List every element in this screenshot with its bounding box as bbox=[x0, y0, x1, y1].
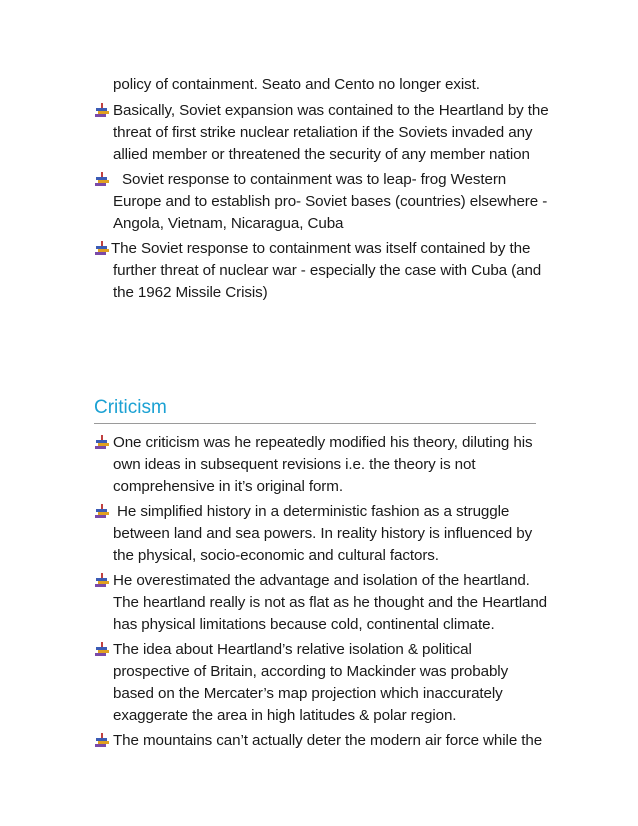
list-item-line: further threat of nuclear war - especially the case with Cuba (and bbox=[113, 262, 542, 279]
list-item-line: Angola, Vietnam, Nicaragua, Cuba bbox=[113, 215, 344, 232]
list-item-line: Basically, Soviet expansion was contained to the Heartland by the bbox=[113, 102, 549, 119]
stacked-books-bullet-icon bbox=[94, 504, 110, 518]
stacked-books-bullet-icon bbox=[94, 103, 110, 117]
list-item-line: between land and sea powers. In reality history is influenced by bbox=[113, 525, 533, 542]
heading-underline-divider bbox=[94, 423, 536, 424]
list-item-line: He simplified history in a deterministic fashion as a struggle bbox=[117, 503, 510, 520]
list-item-line: threat of first strike nuclear retaliation if the Soviets invaded any bbox=[113, 124, 533, 141]
stacked-books-bullet-icon bbox=[94, 435, 110, 449]
list-item-line: the physical, socio-economic and cultural factors. bbox=[113, 547, 439, 564]
stacked-books-bullet-icon bbox=[94, 241, 110, 255]
list-item-line: The mountains can’t actually deter the modern air force while the bbox=[113, 732, 543, 749]
list-item-line: comprehensive in it’s original form. bbox=[113, 478, 343, 495]
list-item-line: Europe and to establish pro- Soviet bases (countries) elsewhere - bbox=[113, 193, 548, 210]
list-item-line: exaggerate the area in high latitudes & polar region. bbox=[113, 707, 457, 724]
list-item-line: The Soviet response to containment was itself contained by the bbox=[111, 240, 531, 257]
list-item-line: own ideas in subsequent revisions i.e. the theory is not bbox=[113, 456, 476, 473]
list-item-line: prospective of Britain, according to Mackinder was probably bbox=[113, 663, 509, 680]
list-item-line: has physical limitations because cold, continental climate. bbox=[113, 616, 495, 633]
list-item-line: The idea about Heartland’s relative isolation & political bbox=[113, 641, 472, 658]
list-item-line: Soviet response to containment was to leap- frog Western bbox=[122, 171, 507, 188]
list-item-line: One criticism was he repeatedly modified his theory, diluting his bbox=[113, 434, 533, 451]
stacked-books-bullet-icon bbox=[94, 642, 110, 656]
list-item-line: allied member or threatened the security of any member nation bbox=[113, 146, 530, 163]
list-item-line: based on the Mercater’s map projection which inaccurately bbox=[113, 685, 503, 702]
stacked-books-bullet-icon bbox=[94, 172, 110, 186]
continuation-line: policy of containment. Seato and Cento no longer exist. bbox=[113, 76, 480, 93]
stacked-books-bullet-icon bbox=[94, 573, 110, 587]
list-item-line: The heartland really is not as flat as he thought and the Heartland bbox=[113, 594, 548, 611]
list-item-line: the 1962 Missile Crisis) bbox=[113, 284, 268, 301]
list-item-line: He overestimated the advantage and isolation of the heartland. bbox=[113, 572, 530, 589]
section-heading-criticism: Criticism bbox=[94, 397, 167, 418]
stacked-books-bullet-icon bbox=[94, 733, 110, 747]
